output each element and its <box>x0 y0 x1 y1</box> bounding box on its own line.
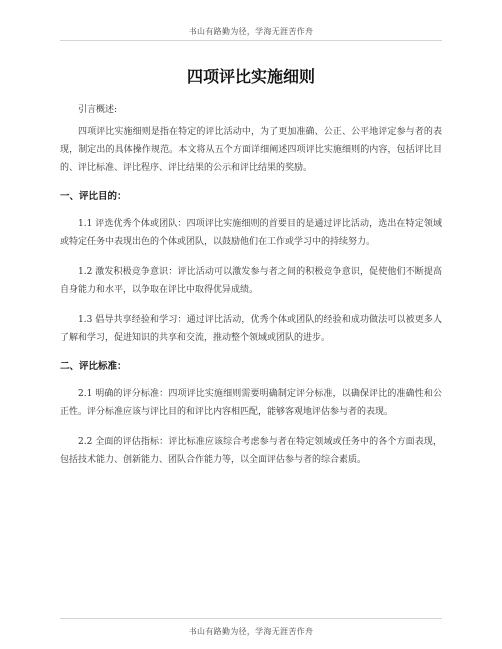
paragraph-2-2: 2.2 全面的评估指标：评比标准应该综合考虑参与者在特定领域或任务中的各个方面表现，包括技术能力、创新能力、团队合作能力等，以全面评估参与者的综合素质。 <box>60 437 442 465</box>
document-title: 四项评比实施细则 <box>186 67 315 86</box>
section-heading-purpose: 一、评比目的： <box>60 191 127 202</box>
intro-label: 引言概述: <box>78 105 118 115</box>
paragraph-1-1: 1.1 评选优秀个体或团队：四项评比实施细则的首要目的是通过评比活动，选出在特定领域或特定任务中表现出色的个体或团队，以鼓励他们在工作或学习中的持续努力。 <box>60 219 442 247</box>
section-heading-criteria: 二、评比标准： <box>60 361 127 372</box>
intro-paragraph: 四项评比实施细则是指在特定的评比活动中，为了更加准确、公正、公平地评定参与者的表现，制定出的具体操作规范。本文将从五个方面详细阐述四项评比实施细则的内容，包括评比目的、评比标准、评比程序、评比结果的公示和评比结果的奖励。 <box>60 127 442 173</box>
header-divider <box>60 40 442 41</box>
page-footer: 书山有路勤为径，学海无涯苦作舟 <box>188 627 314 636</box>
document-body <box>60 101 442 481</box>
paragraph-1-3: 1.3 倡导共享经验和学习：通过评比活动，优秀个体或团队的经验和成功做法可以被更多人了解和学习，促进知识的共享和交流，推动整个领域或团队的进步。 <box>60 315 442 343</box>
paragraph-1-2: 1.2 激发积极竞争意识：评比活动可以激发参与者之间的积极竞争意识，促使他们不断提高自身能力和水平，以争取在评比中取得优异成绩。 <box>60 267 442 295</box>
paragraph-2-1: 2.1 明确的评分标准：四项评比实施细则需要明确制定评分标准，以确保评比的准确性和公正性。评分标准应该与评比目的和评比内容相匹配，能够客观地评估参与者的表现。 <box>60 389 442 417</box>
footer-divider <box>60 618 442 619</box>
page-header: 书山有路勤为径，学海无涯苦作舟 <box>188 27 314 36</box>
